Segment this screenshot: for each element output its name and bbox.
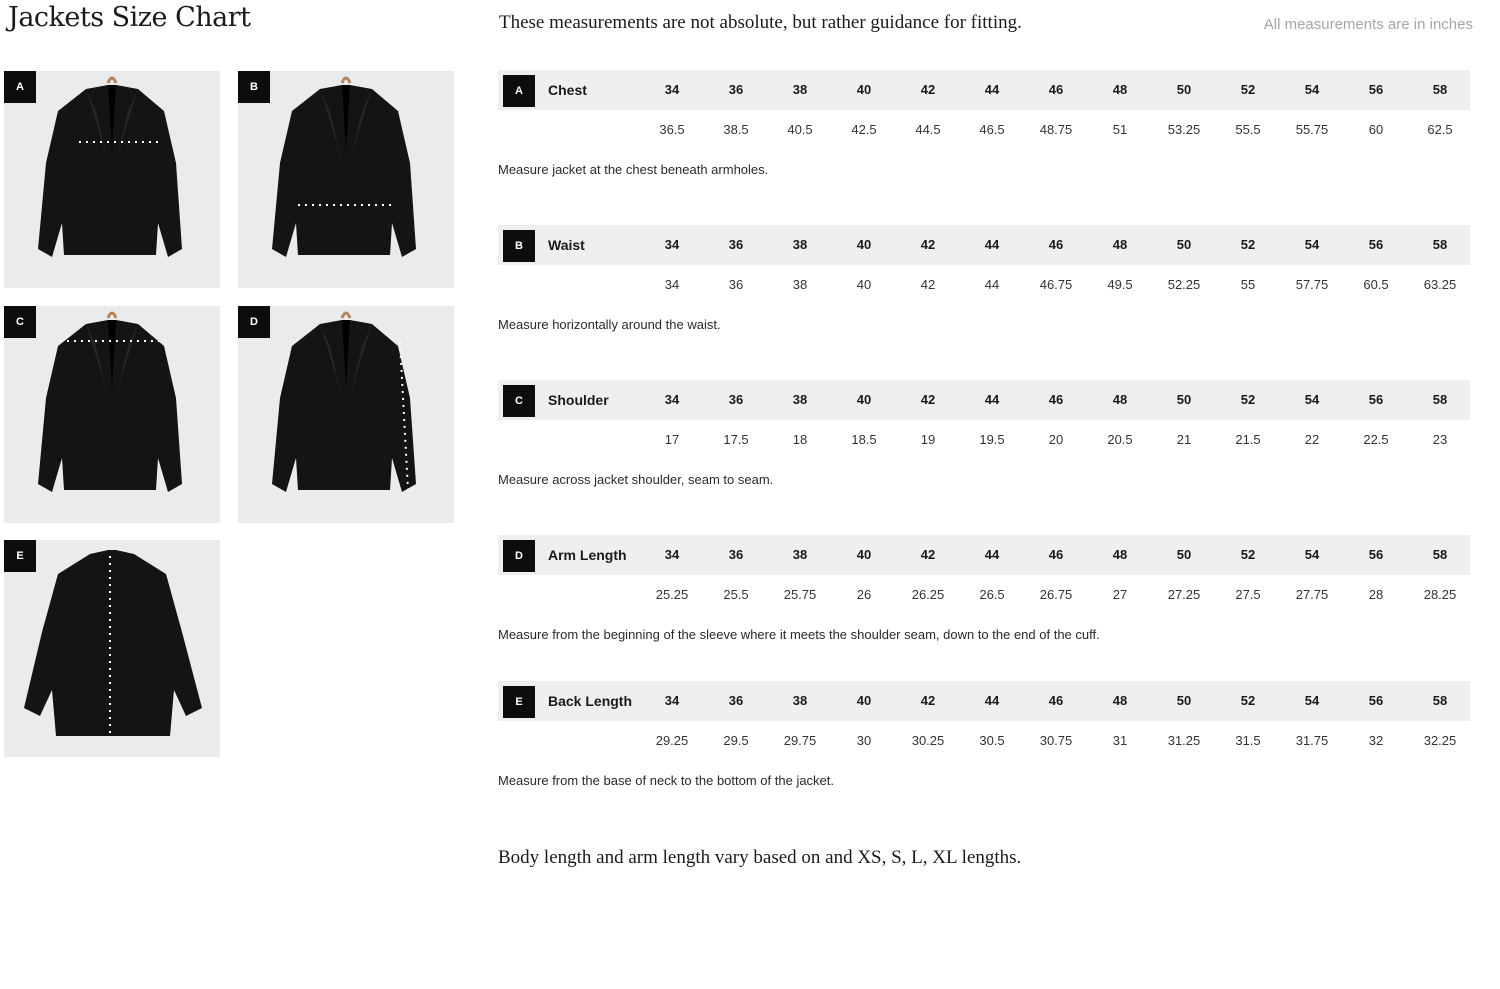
value-cell: 38.5 <box>723 122 749 137</box>
value-cell: 44.5 <box>915 122 941 137</box>
badge-letter: B <box>503 230 535 262</box>
value-cell: 31.25 <box>1167 733 1201 748</box>
value-cell: 42.5 <box>851 122 877 137</box>
size-cell: 34 <box>664 693 680 708</box>
size-cell: 40 <box>856 547 872 562</box>
jacket-front-illustration <box>238 71 454 288</box>
size-cell: 56 <box>1368 693 1384 708</box>
size-cell: 44 <box>984 547 1000 562</box>
jacket-photo-e <box>4 540 220 757</box>
measurement-table-shoulder <box>498 380 1470 487</box>
size-cell: 52 <box>1240 392 1256 407</box>
value-cell: 22.5 <box>1363 432 1389 447</box>
badge-letter: E <box>4 540 36 572</box>
value-cell: 40 <box>856 277 872 292</box>
size-cell: 40 <box>856 82 872 97</box>
value-row <box>498 721 1470 761</box>
size-cell: 48 <box>1112 547 1128 562</box>
value-cell: 22 <box>1304 432 1320 447</box>
size-cell: 42 <box>920 693 936 708</box>
value-cell: 36 <box>728 277 744 292</box>
measurement-description: Measure horizontally around the waist. <box>498 317 721 332</box>
value-cell: 55.75 <box>1295 122 1329 137</box>
units-note: All measurements are in inches <box>1263 16 1473 33</box>
measurement-description: Measure from the beginning of the sleeve where it meets the shoulder seam, down to the end of the cuff. <box>498 627 1100 642</box>
size-header-row <box>498 70 1470 110</box>
jacket-front-illustration <box>238 306 454 523</box>
size-cell: 42 <box>920 82 936 97</box>
size-cell: 58 <box>1432 237 1448 252</box>
measurement-label: Chest <box>548 82 587 98</box>
badge-letter: A <box>503 75 535 107</box>
size-cell: 38 <box>792 392 808 407</box>
size-cell: 50 <box>1176 82 1192 97</box>
size-cell: 48 <box>1112 693 1128 708</box>
value-cell: 18 <box>792 432 808 447</box>
value-cell: 30.25 <box>911 733 945 748</box>
value-cell: 36.5 <box>659 122 685 137</box>
jacket-photo-c <box>4 306 220 523</box>
size-cell: 44 <box>984 237 1000 252</box>
size-cell: 50 <box>1176 237 1192 252</box>
size-cell: 36 <box>728 392 744 407</box>
value-cell: 20 <box>1048 432 1064 447</box>
value-cell: 19.5 <box>979 432 1005 447</box>
value-cell: 62.5 <box>1427 122 1453 137</box>
size-cell: 36 <box>728 693 744 708</box>
value-cell: 30.75 <box>1039 733 1073 748</box>
size-cell: 44 <box>984 693 1000 708</box>
badge-letter: A <box>4 71 36 103</box>
badge-letter: C <box>4 306 36 338</box>
value-cell: 31.5 <box>1235 733 1261 748</box>
value-cell: 55 <box>1240 277 1256 292</box>
value-row <box>498 110 1470 150</box>
value-cell: 27.5 <box>1235 587 1261 602</box>
measurement-description: Measure jacket at the chest beneath armholes. <box>498 162 769 177</box>
value-cell: 31 <box>1112 733 1128 748</box>
value-cell: 25.25 <box>655 587 689 602</box>
value-cell: 32.25 <box>1423 733 1457 748</box>
value-cell: 26.75 <box>1039 587 1073 602</box>
value-cell: 52.25 <box>1167 277 1201 292</box>
measurement-description: Measure from the base of neck to the bottom of the jacket. <box>498 773 835 788</box>
size-cell: 46 <box>1048 547 1064 562</box>
badge-letter: D <box>238 306 270 338</box>
size-cell: 36 <box>728 547 744 562</box>
size-cell: 54 <box>1304 693 1320 708</box>
size-header-row <box>498 535 1470 575</box>
size-cell: 42 <box>920 547 936 562</box>
size-header-row <box>498 681 1470 721</box>
size-cell: 52 <box>1240 237 1256 252</box>
value-cell: 46.75 <box>1039 277 1073 292</box>
size-cell: 48 <box>1112 82 1128 97</box>
value-row <box>498 420 1470 460</box>
size-cell: 38 <box>792 693 808 708</box>
value-cell: 34 <box>664 277 680 292</box>
value-cell: 46.5 <box>979 122 1005 137</box>
jacket-photo-a <box>4 71 220 288</box>
size-cell: 50 <box>1176 693 1192 708</box>
measurement-table-arm-length <box>498 535 1470 642</box>
value-cell: 53.25 <box>1167 122 1201 137</box>
size-cell: 38 <box>792 547 808 562</box>
size-cell: 56 <box>1368 547 1384 562</box>
size-cell: 44 <box>984 392 1000 407</box>
badge-letter: D <box>503 540 535 572</box>
value-cell: 19 <box>920 432 936 447</box>
size-cell: 54 <box>1304 82 1320 97</box>
value-cell: 18.5 <box>851 432 877 447</box>
value-cell: 27.75 <box>1295 587 1329 602</box>
value-cell: 51 <box>1112 122 1128 137</box>
value-cell: 27 <box>1112 587 1128 602</box>
footnote: Body length and arm length vary based on and XS, S, L, XL lengths. <box>498 847 1022 868</box>
value-cell: 26.5 <box>979 587 1005 602</box>
badge-letter: B <box>238 71 270 103</box>
value-cell: 44 <box>984 277 1000 292</box>
size-cell: 46 <box>1048 237 1064 252</box>
badge-letter: C <box>503 385 535 417</box>
size-cell: 36 <box>728 82 744 97</box>
size-cell: 38 <box>792 237 808 252</box>
value-cell: 23 <box>1432 432 1448 447</box>
value-cell: 57.75 <box>1295 277 1329 292</box>
measurement-label: Back Length <box>548 693 633 709</box>
value-cell: 25.75 <box>783 587 817 602</box>
measurement-label: Waist <box>548 237 585 253</box>
value-cell: 17 <box>664 432 680 447</box>
value-cell: 29.5 <box>723 733 749 748</box>
value-cell: 28 <box>1368 587 1384 602</box>
jacket-photo-b <box>238 71 454 288</box>
size-cell: 42 <box>920 237 936 252</box>
value-cell: 27.25 <box>1167 587 1201 602</box>
value-cell: 17.5 <box>723 432 749 447</box>
size-cell: 44 <box>984 82 1000 97</box>
size-cell: 58 <box>1432 547 1448 562</box>
size-cell: 52 <box>1240 82 1256 97</box>
value-cell: 28.25 <box>1423 587 1457 602</box>
size-cell: 58 <box>1432 693 1448 708</box>
size-cell: 36 <box>728 237 744 252</box>
value-cell: 40.5 <box>787 122 813 137</box>
value-cell: 32 <box>1368 733 1384 748</box>
size-header-row <box>498 380 1470 420</box>
size-cell: 54 <box>1304 237 1320 252</box>
value-cell: 49.5 <box>1107 277 1133 292</box>
jacket-back-illustration <box>4 540 220 757</box>
size-cell: 50 <box>1176 392 1192 407</box>
value-cell: 63.25 <box>1423 277 1457 292</box>
value-cell: 29.25 <box>655 733 689 748</box>
size-cell: 48 <box>1112 237 1128 252</box>
measurement-description: Measure across jacket shoulder, seam to seam. <box>498 472 774 487</box>
value-cell: 30 <box>856 733 872 748</box>
measurement-table-back-length <box>498 681 1470 788</box>
size-cell: 34 <box>664 392 680 407</box>
value-cell: 21 <box>1176 432 1192 447</box>
size-cell: 40 <box>856 392 872 407</box>
size-cell: 48 <box>1112 392 1128 407</box>
size-cell: 38 <box>792 82 808 97</box>
size-header-row <box>498 225 1470 265</box>
value-cell: 30.5 <box>979 733 1005 748</box>
measurement-label: Arm Length <box>548 547 627 563</box>
value-cell: 42 <box>920 277 936 292</box>
size-cell: 56 <box>1368 82 1384 97</box>
size-cell: 40 <box>856 237 872 252</box>
size-cell: 56 <box>1368 392 1384 407</box>
measurement-table-chest <box>498 70 1470 177</box>
value-cell: 38 <box>792 277 808 292</box>
jacket-photo-d <box>238 306 454 523</box>
badge-letter: E <box>503 686 535 718</box>
size-cell: 46 <box>1048 392 1064 407</box>
size-cell: 34 <box>664 82 680 97</box>
size-cell: 52 <box>1240 693 1256 708</box>
size-cell: 46 <box>1048 693 1064 708</box>
jacket-front-illustration <box>4 71 220 288</box>
size-cell: 34 <box>664 547 680 562</box>
intro-text: These measurements are not absolute, but rather guidance for fitting. <box>499 12 1022 33</box>
size-cell: 58 <box>1432 392 1448 407</box>
value-cell: 26.25 <box>911 587 945 602</box>
value-row <box>498 575 1470 615</box>
size-cell: 54 <box>1304 547 1320 562</box>
value-row <box>498 265 1470 305</box>
value-cell: 60.5 <box>1363 277 1389 292</box>
value-cell: 31.75 <box>1295 733 1329 748</box>
size-cell: 52 <box>1240 547 1256 562</box>
jacket-front-illustration <box>4 306 220 523</box>
size-cell: 42 <box>920 392 936 407</box>
size-cell: 40 <box>856 693 872 708</box>
size-cell: 34 <box>664 237 680 252</box>
value-cell: 25.5 <box>723 587 749 602</box>
value-cell: 29.75 <box>783 733 817 748</box>
size-cell: 56 <box>1368 237 1384 252</box>
measurement-label: Shoulder <box>548 392 609 408</box>
value-cell: 48.75 <box>1039 122 1073 137</box>
size-cell: 58 <box>1432 82 1448 97</box>
value-cell: 20.5 <box>1107 432 1133 447</box>
size-cell: 50 <box>1176 547 1192 562</box>
size-cell: 54 <box>1304 392 1320 407</box>
measurement-table-waist <box>498 225 1470 332</box>
page-title: Jackets Size Chart <box>8 2 251 33</box>
size-cell: 46 <box>1048 82 1064 97</box>
value-cell: 21.5 <box>1235 432 1261 447</box>
value-cell: 55.5 <box>1235 122 1261 137</box>
value-cell: 26 <box>856 587 872 602</box>
value-cell: 60 <box>1368 122 1384 137</box>
